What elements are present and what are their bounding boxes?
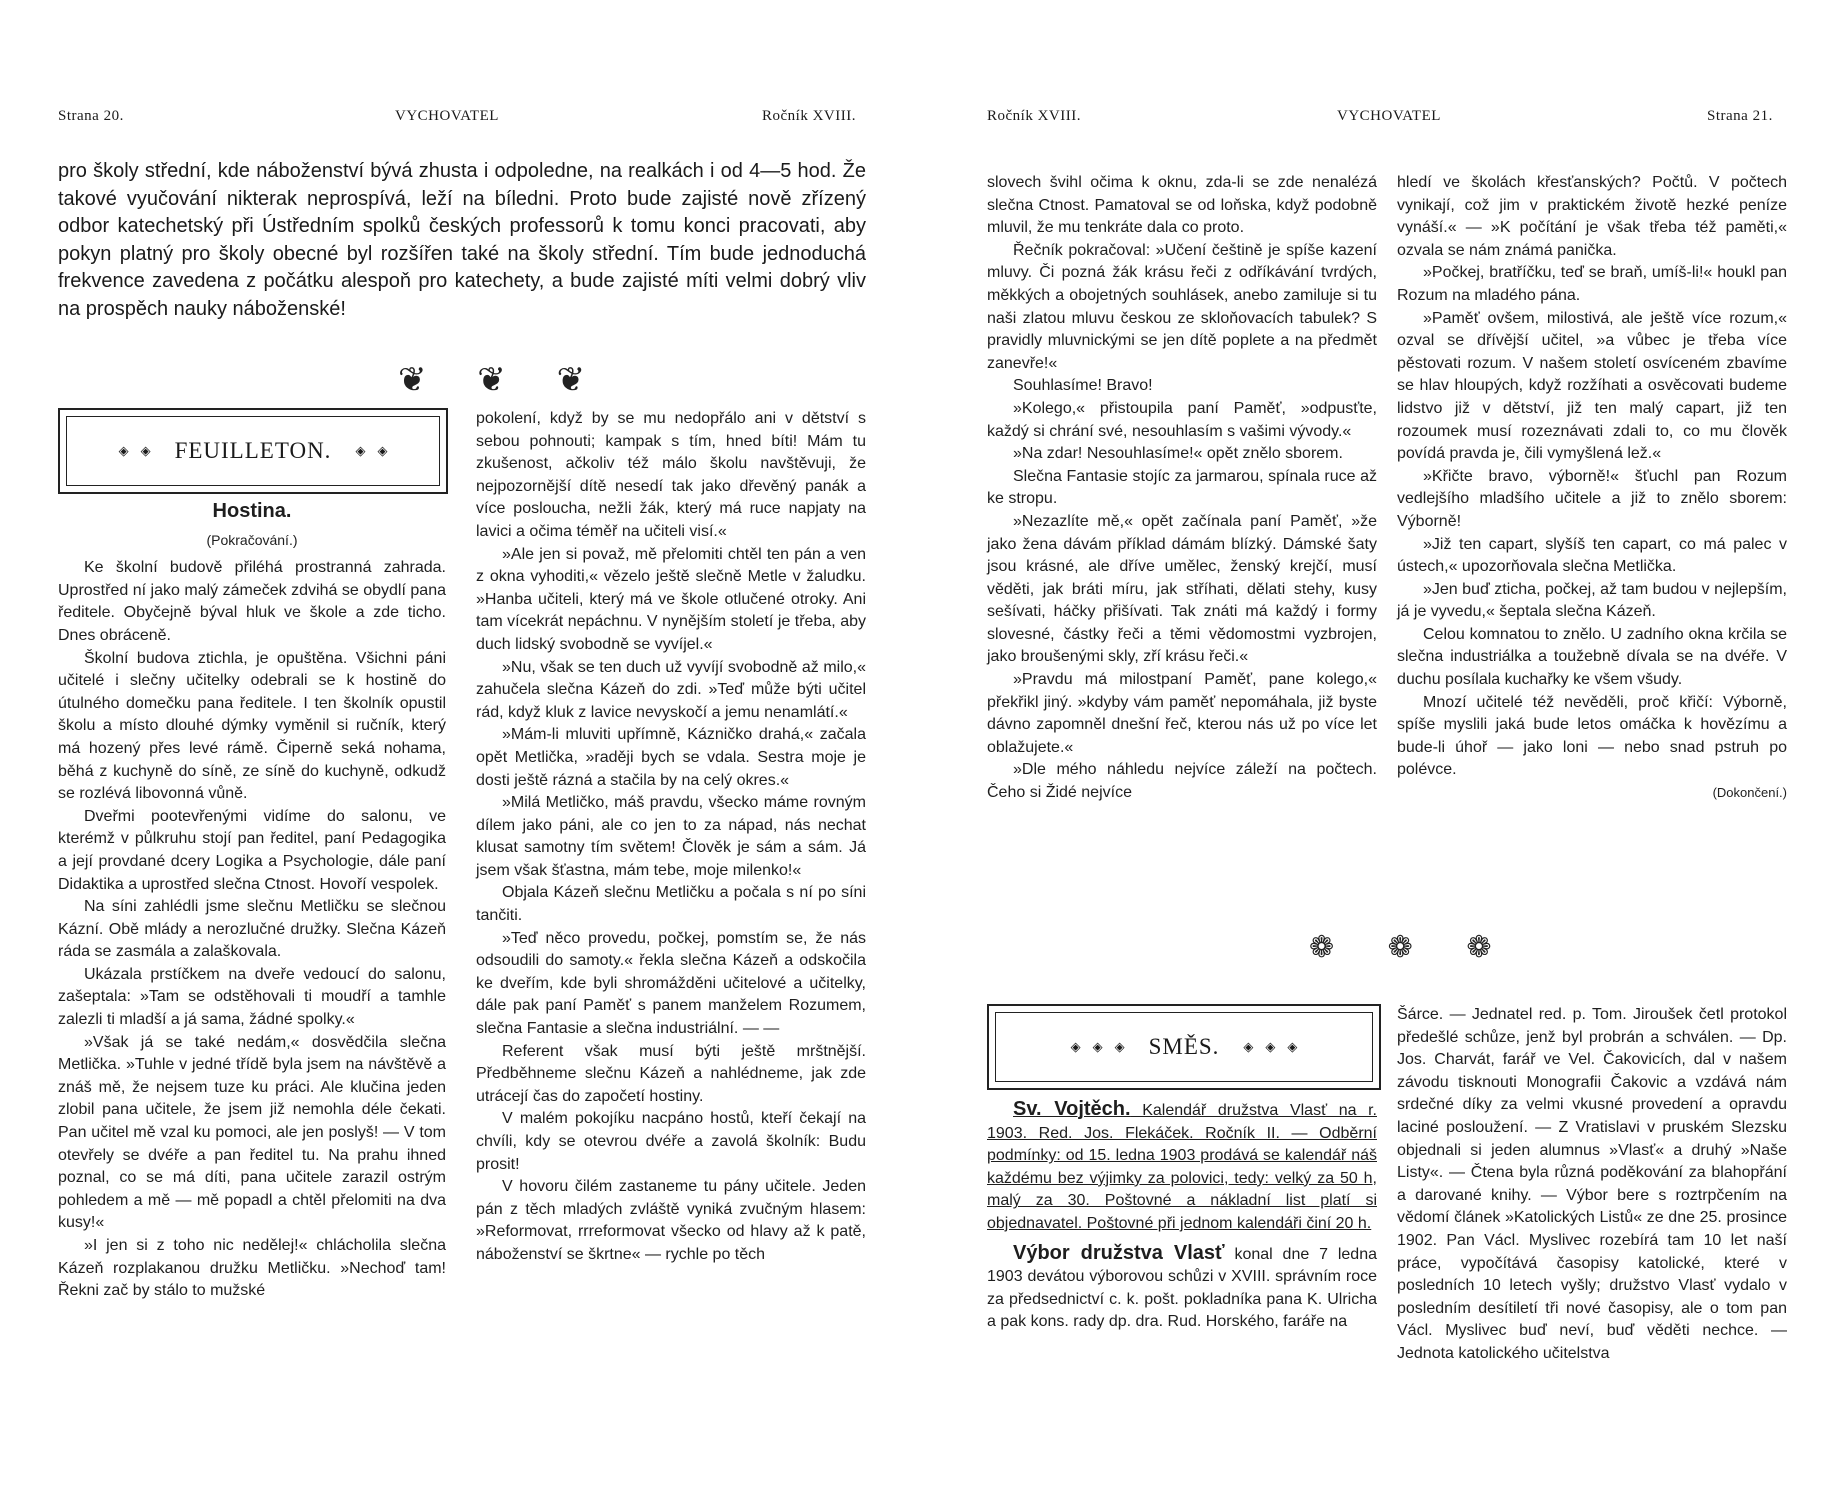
- paragraph: hledí ve školách křesťanských? Počtů. V počtech vynikají, což jim v praktickém životě hezké peníze vynáší.« — »K počítání je však třeba též paměti,« ozvala se nám známá panička.: [1397, 174, 1787, 259]
- story-title: Hostina.: [212, 500, 292, 522]
- diamond-icon: ◈: [377, 443, 388, 459]
- paragraph: »Paměť ovšem, milostivá, ale ještě více rozum,« ozval se dřívější učitel, »a vůbec je třeba více pěstovati rozum. V našem století osvíceném zbavíme se hlav hloupých, když rozžíhati a osvěcovati budeme lidstvo již v dětství, již ten malý capart, již ten rozoumek musí rozeznávati zdali to, co mu člověk povídá pravda je, čili vymyšlená lež.«: [1397, 309, 1787, 463]
- continuation-note: (Dokončení.): [1712, 785, 1787, 801]
- right-running-head: [919, 108, 1838, 132]
- paragraph: »Již ten capart, slyšíš ten capart, co má palec v ústech,« upozorňovala slečna Metlička.: [1397, 535, 1787, 576]
- paragraph: V hovoru čilém zastaneme tu pány učitele. Jeden pán z těch mladých zvláště vyniká zvučným hlasem: »Reformovat, rrreformovat všecko od hlavy až k patě, náboženství se škrtne« — rychle po těch: [476, 1178, 866, 1263]
- smes-box: [987, 1004, 1381, 1090]
- paragraph: »Nezazlíte mě,« opět začínala paní Paměť, »že jako žena dávám příklad dámám blízký. Dámské šaty jsou krásné, ale dříve umělec, ženský krejčí, musí věděti, jak bráti míru, jak stříhati, dělati stehy, kusy sešívati, háčky přišívati. Tak znáti má každý i formy slovesné, částky řeči a těmi vědomostmi vyzbrojen, jako broušenými skly, zří krásu řeči.«: [987, 512, 1377, 666]
- paragraph: V malém pokojíku nacpáno hostů, kteří čekají na chvíli, kdy se otevrou dvéře a zavolá školník: Budu prosit!: [476, 1110, 866, 1173]
- paragraph: »Teď něco provedu, počkej, pomstím se, že nás odsoudili do samoty.« řekla slečna Kázeň a odskočila ke dveřím, kde byli shromážděni učitelové a učitelky, dále pak paní Paměť s panem manželem Rozumem, slečna Fantasie a slečna industriální. — —: [476, 929, 866, 1038]
- diamond-icon: ◈: [1092, 1039, 1103, 1055]
- feuilleton-title: FEUILLETON.: [174, 438, 332, 463]
- paragraph: »Jen buď zticha, počkej, až tam budou v nejlepším, já je vyvedu,« šeptala slečna Kázeň.: [1397, 580, 1787, 621]
- paragraph: »Křičte bravo, výborně!« šťuchl pan Rozum vedlejšího mladšího učitele a již to znělo sborem: Výborně!: [1397, 467, 1787, 530]
- feuilleton-box: [58, 408, 448, 494]
- right-volume: Ročník XVIII.: [987, 108, 1081, 124]
- diamond-icon: ◈: [1070, 1039, 1081, 1055]
- paragraph: Slečna Fantasie stojíc za jarmarou, spínala ruce až ke stropu.: [987, 467, 1377, 508]
- left-running-head: [0, 108, 919, 132]
- right-column-1: [987, 172, 1377, 805]
- diamond-icon: ◈: [118, 443, 129, 459]
- paragraph: »Však já se také nedám,« dosvědčila slečna Metlička. »Tuhle v jedné třídě byla jsem na návštěvě a znáš mě, že nejsem tuze ku práci. Ale klučina jeden zlobil pana učitele, že jsem již nemohla déle čekati. Pan učitel mě vzal ku pomoci, ale jen poslyš! — V tom otevřely se dvéře a pan ředitel tu. Na prahu ihned poznal, co se má díti, pana učitele zarazil ostrým pohledem a mě — mě popadl a chtěl přelomiti na dva kusy!«: [58, 1033, 446, 1232]
- paragraph: Mnozí učitelé též nevěděli, proč křičí: Výborně, spíše myslili jaká bude letos omáčka k hovězímu a bude-li úhoř — jako loni — nebo snad pstruh po polévce.: [1397, 693, 1787, 779]
- paragraph: Souhlasíme! Bravo!: [1013, 377, 1153, 395]
- intro-paragraph: pro školy střední, kde náboženství bývá zhusta i odpoledne, na realkách i od 4—5 hod. Že takové vyučování nikterak neprospívá, leží na bíledni. Proto bude zajisté nově zřízený odbor katechetský při Ústředním spolků českých professorů k tomu konci pracovati, aby pokyn platný pro školy obecné byl rozšířen také na školy střední. Tím bude jednoduchá frekvence zavedena z počátku alespoň pro katechety, a bude zajisté míti velmi dobrý vliv na prospěch nauky náboženské!: [58, 160, 866, 320]
- left-volume: Ročník XVIII.: [762, 108, 856, 124]
- paragraph: »Pravdu má milostpaní Paměť, pane kolego,« překřikl jiný. »kdyby vám paměť nepomáhala, již byste dávno zapomněl dnešní řeč, kterou nás už po více let oblažujete.«: [987, 671, 1377, 756]
- paragraph: Řečník pokračoval: »Učení češtině je spíše kazení mluvy. Či pozná žák krásu řeči z odříkávání tvrdých, měkkých a obojetných souhlásek, anebo zamiluje si tu naši zlatou mluvu českou ze skloňovacích tabulek? S pravidly mluvnickými se jen dítě poplete a na předmět zanevře!«: [987, 241, 1377, 372]
- paragraph: »Kolego,« přistoupila paní Paměť, »odpusťte, každý si chrání své, nesouhlasím s vašimi vývody.«: [987, 399, 1377, 440]
- item-lead: Sv. Vojtěch.: [1013, 1098, 1131, 1120]
- leaf-ornament-icon: ❦ ❦ ❦: [398, 360, 606, 400]
- left-page-number: Strana 20.: [58, 108, 124, 124]
- paragraph: Ke školní budově přiléhá prostranná zahrada. Uprostřed ní jako malý zámeček zdvihá se obydlí pana ředitele. Obyčejně býval hluk ve škole a zde ticho. Dnes obráceně.: [58, 559, 446, 644]
- right-column-2: [1397, 172, 1787, 805]
- item-lead: Výbor družstva Vlasť: [1013, 1241, 1225, 1264]
- smes-column-2: [1397, 1004, 1787, 1366]
- diamond-icon: ◈: [140, 443, 151, 459]
- smes-item-calendar: [987, 1098, 1377, 1236]
- paragraph: Ukázala prstíčkem na dveře vedoucí do salonu, zašeptala: »Tam se odstěhovali ti moudří a tamhle zalezli ti mladší a já sama, žádné spolky.«: [58, 965, 446, 1029]
- paragraph: Celou komnatou to znělo. U zadního okna krčila se slečna industriálka a toužebně dívala se na dvéře. V duchu posílala kuchařky ke všem všudy.: [1397, 625, 1787, 689]
- smes-column-1: [987, 1098, 1377, 1334]
- diamond-icon: ◈: [355, 443, 366, 459]
- item-text: Kalendář družstva Vlasť na r. 1903. Red. Jos. Flekáček. Ročník II. — Odběrní podmínky: od 15. ledna 1903 prodává se kalendář náš každému bez výjimky za polovici, tedy: velký za 50 h, malý za 30. Poštovné a nákladní list platí si objednavatel. Poštovné při jednom kalendáři činí 20 h.: [987, 1102, 1377, 1232]
- diamond-icon: ◈: [1114, 1039, 1125, 1055]
- paragraph: slovech švihl očima k oknu, zda-li se zde nenalézá slečna Ctnost. Pamatoval se od loňska, když podobně mluvil, že mu tenkráte dala co proto.: [987, 174, 1377, 237]
- paragraph: Dveřmi pootevřenými vidíme do salonu, ve kterémž v půlkruhu stojí pan ředitel, paní Pedagogika a její provdané dcery Logika a Psychologie, dále paní Didaktika a uprostřed slečna Ctnost. Hovoří vespolek.: [58, 807, 446, 893]
- paragraph: Referent však musí býti ještě mrštnější. Předběhneme slečnu Kázeň a nahlédneme, jak zde utrácejí čas do započetí hostiny.: [476, 1042, 866, 1105]
- paragraph: Šárce. — Jednatel red. p. Tom. Jiroušek četl protokol předešlé schůze, jenž byl probrán a schválen. — Dp. Jos. Charvát, farář ve Vel. Čakovicích, dal v našem závodu tisknouti Monografii Čakovic a vzdává nám srdečné díky za velmi vkusné provedení a opravdu laciné posloužení. — Z Vratislavi v pruském Slezsku objednali si jeden alumnus »Vlasť« a druhý »Naše Listy«. — Čtena byla různá poděkování za blahopřání a darované knihy. — Výbor bere s roztrpčením na vědomí článek »Katolických Listů« ze dne 25. prosince 1902. Pan Václ. Myslivec rozebírá tam 10 let naší práce, vypočítává časopisy katolické, které v posledních 10 letech vyšly; družstvo Vlasť vydalo v posledním desítiletí tři nové časopisy, ale o tom pan Václ. Myslivec buď neví, buď věděti nechce. — Jednota katolického učitelstva: [1397, 1006, 1787, 1362]
- paragraph: »Dle mého náhledu nejvíce záleží na počtech. Čeho si Židé nejvíce: [987, 761, 1377, 802]
- paragraph: »Milá Metličko, máš pravdu, všecko máme rovným dílem jako páni, ale co jen to za nápad, nás nechat klusat samotny tím světem! Člověk je sám a sám. Já jsem však šťastna, mám tebe, moje milenko!«: [476, 794, 866, 879]
- paragraph: »Na zdar! Nesouhlasíme!« opět znělo sborem.: [1013, 445, 1343, 463]
- diamond-icon: ◈: [1243, 1039, 1254, 1055]
- diamond-icon: ◈: [1265, 1039, 1276, 1055]
- paragraph: »Mám-li mluviti upřímně, Kázničko drahá,« začala opět Metlička, »raději bych se vdala. Sestra moje je dosti ještě rázná a stačila by na celý okres.«: [476, 726, 866, 789]
- diamond-icon: ◈: [1287, 1039, 1298, 1055]
- paragraph: Na síni zahlédli jsme slečnu Metličku se slečnou Kázní. Obě mlády a nerozlučné družky. Slečna Kázeň ráda se zasmála a zalaškovala.: [58, 898, 446, 961]
- paragraph: »Ale jen si považ, mě přelomiti chtěl ten pán a ven z okna vyhoditi,« vězelo ještě slečně Metle v žaludku. »Hanba učiteli, který má ve škole otlučené otroky. Ani tam vícekrát nepáchnu. V nynějším století je třeba, aby duch lidský svobodně se vyvíjel.«: [476, 545, 866, 653]
- smes-title: SMĚS.: [1148, 1034, 1220, 1059]
- right-page: [919, 0, 1838, 1500]
- paragraph: Školní budova ztichla, je opuštěna. Všichni páni učitelé i slečny učitelky odebrali se k hostině do útulného domečku pana ředitele. I ten školník opustil školu a místo dlouhé dýmky vyměnil si ručník, který má hozený přes levé rámě. Čiperně seká nohama, běhá z kuchyně do síně, ze síně do kuchyně, odkudž se rozlévá libovonná vůně.: [58, 649, 446, 803]
- paragraph: »I jen si z toho nic nedělej!« chlácholila slečna Kázeň rozplakanou družku Metličku. »Nechoď tam! Řekni zač by stálo to mužské: [58, 1237, 446, 1300]
- right-page-number: Strana 21.: [1707, 108, 1773, 124]
- left-column-1: [58, 500, 446, 1303]
- left-journal-title: VYCHOVATEL: [395, 108, 499, 124]
- right-journal-title: VYCHOVATEL: [1337, 108, 1441, 124]
- smes-item-committee: [987, 1242, 1377, 1334]
- story-subtitle: (Pokračování.): [206, 531, 298, 548]
- paragraph: »Počkej, bratříčku, teď se braň, umíš-li!« houkl pan Rozum na mladého pána.: [1397, 264, 1787, 304]
- flower-ornament-icon: ❁ ❁ ❁: [1309, 930, 1514, 965]
- left-column-2: [476, 408, 866, 1267]
- item-text: konal dne 7 ledna 1903 devátou výborovou schůzi v XVIII. správním roce za předsednictví c. k. pošt. pokladníka pana K. Ulricha a pak kons. rady dp. dra. Rud. Horského, faráře na: [987, 1245, 1378, 1331]
- paragraph: pokolení, když by se mu nedopřálo ani v dětství s sebou pohnouti; kampak s tím, hned bíti! Mám tu zkušenost, ačkoliv též málo školu navštěvuji, že nejpozornější dítě nesedí tak jako dřevěný panák a více posloucha, nežli žák, který má ruce napjaty na lavici a očima téměř na učiteli visí.«: [476, 410, 866, 540]
- paragraph: »Nu, však se ten duch už vyvíjí svobodně až milo,« zahučela slečna Kázeň do zdi. »Teď může býti učitel rád, když kluk z lavice nevyskočí a jemu nenamlátí.«: [476, 658, 866, 721]
- paragraph: Objala Kázeň slečnu Metličku a počala s ní po síni tančiti.: [476, 884, 866, 925]
